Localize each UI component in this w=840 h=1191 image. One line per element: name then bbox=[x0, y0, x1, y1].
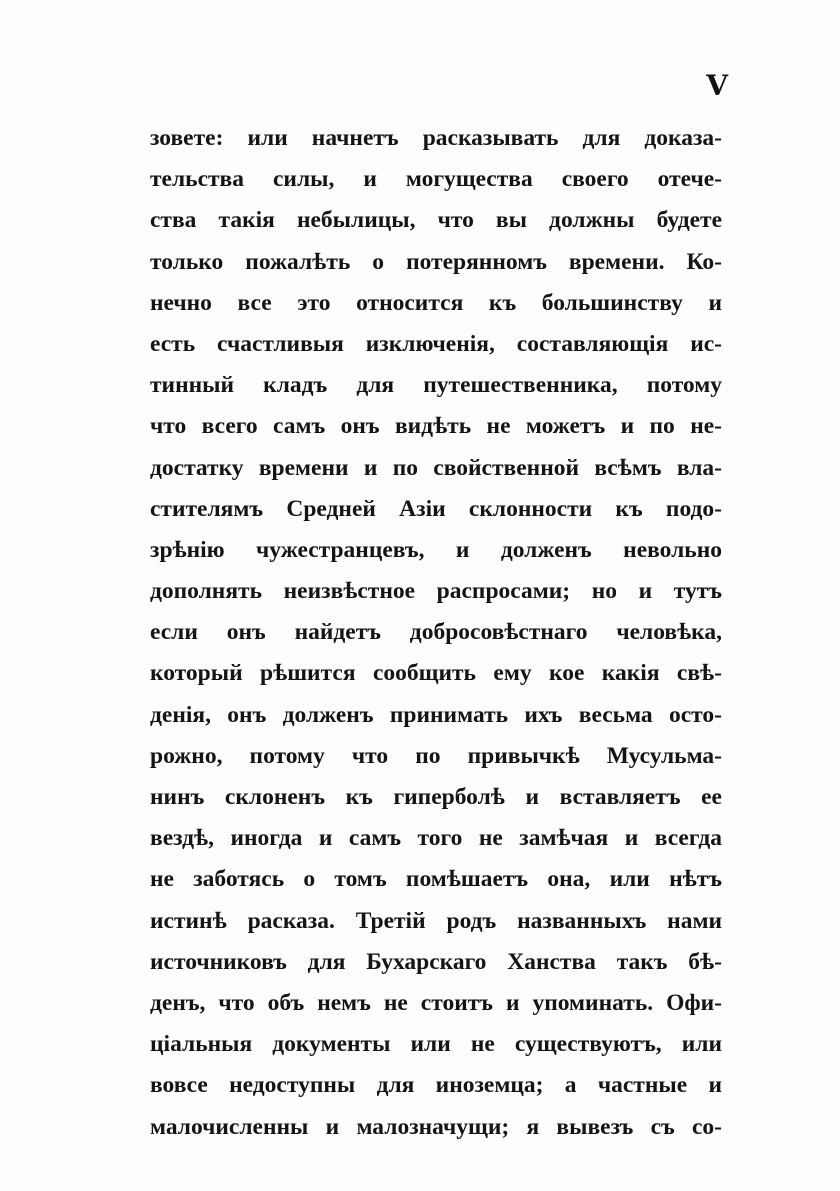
text-line: источниковъ для Бухарскаго Ханства такъ бѣ- bbox=[150, 948, 722, 975]
text-line: зрѣнію чужестранцевъ, и долженъ невольно bbox=[150, 536, 722, 563]
page-number: V bbox=[706, 69, 728, 102]
text-line: достатку времени и по свойственной всѣмъ вла- bbox=[150, 454, 722, 481]
text-line: стителямъ Средней Азіи склонности къ подо- bbox=[150, 495, 722, 522]
text-line: что всего самъ онъ видѣть не можетъ и по не- bbox=[150, 413, 722, 440]
text-line: тинный кладъ для путешественника, потому bbox=[150, 372, 722, 399]
text-line: не заботясь о томъ помѣшаетъ она, или нѣтъ bbox=[150, 866, 722, 893]
text-line: нинъ склоненъ къ гиперболѣ и вставляетъ ее bbox=[150, 784, 722, 810]
text-line: если онъ найдетъ добросовѣстнаго человѣка, bbox=[150, 619, 722, 646]
body-text bbox=[150, 118, 722, 1148]
text-line: малочисленны и малозначущи; я вывезъ съ со- bbox=[150, 1113, 722, 1140]
text-line: вездѣ, иногда и самъ того не замѣчая и всегда bbox=[150, 825, 722, 852]
text-line: денія, онъ долженъ принимать ихъ весьма осто- bbox=[150, 701, 722, 728]
text-line: только пожалѣть о потерянномъ времени. Ко- bbox=[150, 248, 722, 275]
text-line: рожно, потому что по привычкѣ Мусульма- bbox=[150, 742, 722, 769]
text-line: нечно все это относится къ большинству и bbox=[150, 289, 722, 316]
text-line: истинѣ расказа. Третій родъ названныхъ нами bbox=[150, 907, 722, 934]
text-line: дополнять неизвѣстное распросами; но и тутъ bbox=[150, 578, 722, 605]
text-line: есть счастливыя изключенія, составляющія ис- bbox=[150, 330, 722, 357]
text-line: тельства силы, и могущества своего отече- bbox=[150, 166, 722, 193]
text-line: ства такія небылицы, что вы должны будете bbox=[150, 207, 722, 234]
text-line: ціальныя документы или не существуютъ, или bbox=[150, 1031, 722, 1058]
text-line: денъ, что объ немъ не стоитъ и упоминать. Офи- bbox=[150, 989, 722, 1016]
text-line: зовете: или начнетъ расказывать для доказа- bbox=[150, 125, 722, 151]
text-line: который рѣшится сообщить ему кое какія свѣ- bbox=[150, 660, 722, 687]
text-line: вовсе недоступны для иноземца; а частные и bbox=[150, 1072, 722, 1099]
